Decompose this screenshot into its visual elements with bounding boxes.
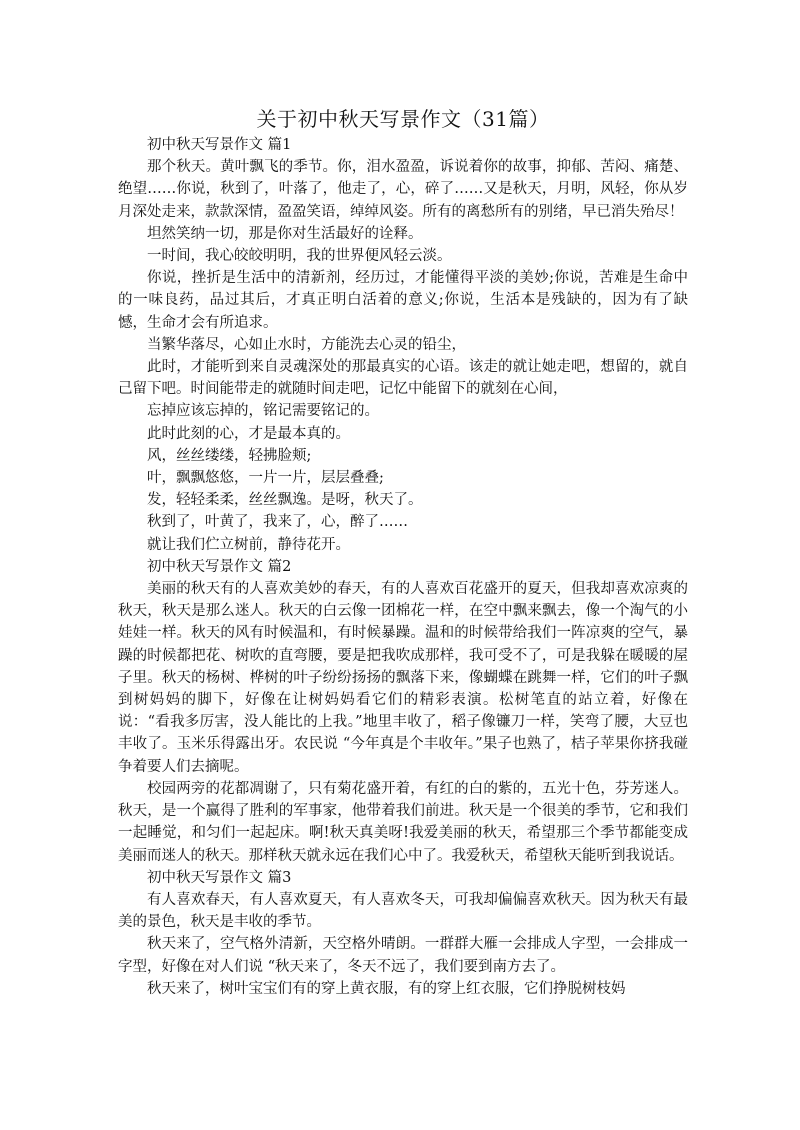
- paragraph: 就让我们伫立树前，静待花开。: [147, 536, 350, 553]
- paragraph: 秋天来了，空气格外清新，天空格外晴朗。一群群大雁一会排成人字型，一会排成一字型，好像在对人们说 “秋天来了，冬天不远了，我们要到南方去了。: [118, 936, 688, 975]
- paragraph: 那个秋天。黄叶飘飞的季节。你，泪水盈盈，诉说着你的故事，抑郁、苦闷、痛楚、绝望……你说，秋到了，叶落了，他走了，心，碎了……又是秋天，月明，风轻，你从岁月深处走来，款款深情，盈盈笑语，绰绰风姿。所有的离愁所有的别绪，早已消失殆尽！: [118, 159, 688, 220]
- paragraph: 此时，才能听到来自灵魂深处的那最真实的心语。该走的就让她走吧，想留的，就自己留下吧。时间能带走的就随时间走吧，记忆中能留下的就刻在心间，: [118, 359, 688, 398]
- paragraph: 秋天来了，树叶宝宝们有的穿上黄衣服，有的穿上红衣服，它们挣脱树枝妈: [147, 980, 626, 997]
- document-body: [118, 134, 688, 1000]
- paragraph: 发，轻轻柔柔，丝丝飘逸。是呀，秋天了。: [147, 492, 423, 509]
- paragraph: 叶，飘飘悠悠，一片一片，层层叠叠;: [147, 470, 384, 487]
- paragraph: 有人喜欢春天，有人喜欢夏天，有人喜欢冬天，可我却偏偏喜欢秋天。因为秋天有最美的景色，秋天是丰收的季节。: [118, 891, 688, 931]
- document-title: 关于初中秋天写景作文（31篇）: [256, 107, 550, 131]
- section-heading: 初中秋天写景作文 篇2: [147, 558, 292, 575]
- document-page: [118, 104, 688, 1000]
- paragraph: 一时间，我心皎皎明明，我的世界便风轻云淡。: [147, 248, 452, 265]
- paragraph: 此时此刻的心，才是最本真的。: [147, 425, 350, 442]
- paragraph: 秋到了，叶黄了，我来了，心，醉了……: [147, 514, 408, 531]
- paragraph: 坦然笑纳一切，那是你对生活最好的诠释。: [147, 225, 423, 242]
- paragraph: 你说，挫折是生活中的清新剂，经历过，才能懂得平淡的美妙;你说，苦难是生命中的一味良药，品过其后，才真正明白活着的意义;你说，生活本是残缺的，因为有了缺憾，生命才会有所追求。: [118, 270, 688, 331]
- paragraph: 风，丝丝缕缕，轻拂脸颊;: [147, 447, 312, 464]
- paragraph: 当繁华落尽，心如止水时，方能洗去心灵的铅尘，: [147, 336, 466, 353]
- paragraph: 忘掉应该忘掉的，铭记需要铭记的。: [147, 403, 379, 420]
- paragraph: 校园两旁的花都凋谢了，只有菊花盛开着，有红的白的紫的，五光十色，芬芳迷人。秋天，是一个赢得了胜利的军事家，他带着我们前进。秋天是一个很美的季节，它和我们一起睡觉，和匀们一起起床。啊!秋天真美呀!我爱美丽的秋天，希望那三个季节都能变成美丽而迷人的秋天。那样秋天就永远在我们心中了。我爱秋天，希望秋天能听到我说话。: [118, 780, 688, 864]
- paragraph: 美丽的秋天有的人喜欢美妙的春天，有的人喜欢百花盛开的夏天，但我却喜欢凉爽的秋天，秋天是那么迷人。秋天的白云像一团棉花一样，在空中飘来飘去，像一个淘气的小娃娃一样。秋天的风有时候温和，有时候暴躁。温和的时候带给我们一阵凉爽的空气，暴躁的时候都把花、树吹的直弯腰，要是把我吹成那样，我可受不了，可是我躲在暖暖的屋子里。秋天的杨树、桦树的叶子纷纷扬扬的飘落下来，像蝴蝶在跳舞一样，它们的叶子飘到树妈妈的脚下，好像在让树妈妈看它们的精彩表演。松树笔直的站立着，好像在说：“看我多厉害，没人能比的上我。”地里丰收了，稻子像镰刀一样，笑弯了腰，大豆也丰收了。玉米乐得露出牙。农民说 “今年真是个丰收年。”果子也熟了，桔子苹果你挤我碰争着要人们去摘呢。: [118, 581, 688, 775]
- section-heading: 初中秋天写景作文 篇3: [147, 869, 292, 886]
- section-heading: 初中秋天写景作文 篇1: [147, 137, 292, 153]
